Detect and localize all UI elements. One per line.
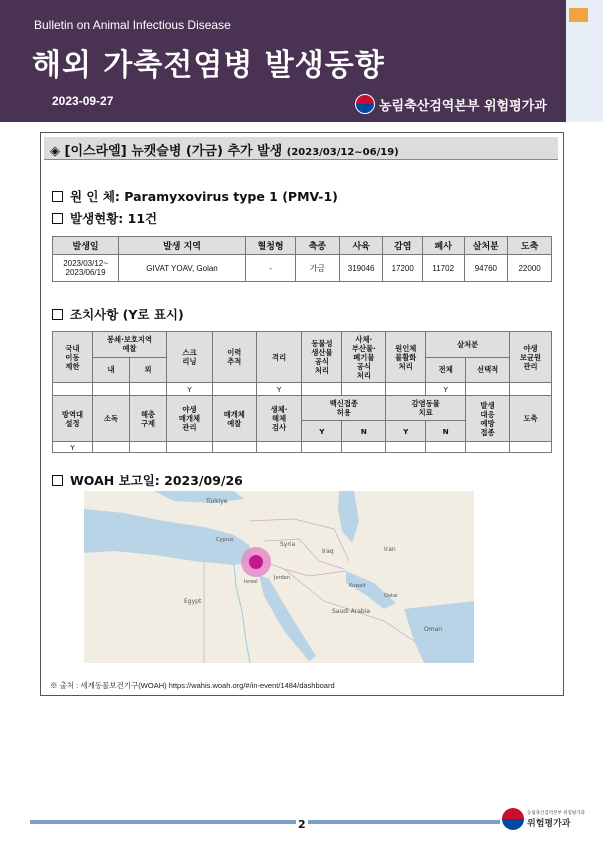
m-screening-val: Y — [167, 383, 213, 396]
cell-raised: 319046 — [339, 255, 383, 282]
m-vector-zone: 방역대 설정 — [53, 396, 93, 442]
label-israel: Israel — [244, 579, 258, 585]
checkbox-icon — [52, 213, 63, 224]
cell-slaughtered: 22000 — [508, 255, 552, 282]
diamond-icon: ◈ — [50, 144, 60, 159]
m-zone-out: 외 — [130, 357, 167, 383]
org-logo — [355, 94, 547, 114]
m-wild-mgmt: 야생 매개체 관리 — [167, 396, 213, 442]
source-note: ※ 출처 : 세계동물보건기구(WOAH) https://wahis.woah.org/#/in-event/1484/dashboard — [50, 681, 335, 690]
col-date: 발생일 — [53, 237, 119, 255]
m-quarantine-val: Y — [256, 383, 302, 396]
footer-org-main: 위험평가과 — [527, 818, 571, 829]
header-title: 해외 가축전염병 발생동향 — [32, 48, 385, 83]
cell-species: 가금 — [296, 255, 340, 282]
m-slaughter: 도축 — [510, 396, 552, 442]
woah-text: WOAH 보고일: 2023/09/26 — [70, 473, 243, 488]
outbreak-table-header — [53, 237, 552, 255]
label-syria: Syria — [280, 541, 296, 548]
m-domestic-move: 국내 이동 제한 — [53, 332, 93, 383]
taeguk-icon — [502, 808, 524, 830]
label-saudi: Saudi Arabia — [332, 608, 371, 615]
measures-value-row-2 — [53, 442, 552, 453]
m-cull-sel: 선택적 — [466, 357, 510, 383]
m-zone-in: 내 — [92, 357, 129, 383]
header-date: 2023-09-27 — [52, 94, 114, 108]
label-iraq: Iraq — [322, 548, 334, 555]
label-cyprus: Cyprus — [216, 537, 234, 543]
m-vac-y: Y — [302, 421, 342, 442]
cause-line — [52, 187, 338, 205]
m-trace: 이력 추적 — [212, 332, 256, 383]
m-vac-n: N — [342, 421, 386, 442]
label-turkiye: Türkiye — [206, 498, 228, 505]
header-banner — [0, 0, 566, 122]
corner-accent — [569, 8, 588, 22]
page-number: 2 — [298, 818, 306, 831]
checkbox-icon — [52, 475, 63, 486]
m-prevent: 발생 대응 예방 접종 — [466, 396, 510, 442]
m-carcass: 사체· 부산물· 폐기물 공식 처리 — [342, 332, 386, 383]
col-species: 축종 — [296, 237, 340, 255]
cell-serotype: - — [245, 255, 295, 282]
m-cull-all-val: Y — [426, 383, 466, 396]
col-slaughtered: 도축 — [508, 237, 552, 255]
m-disinfect: 소독 — [92, 396, 129, 442]
col-raised: 사육 — [339, 237, 383, 255]
label-qatar: Qatar — [384, 593, 399, 599]
m-bio-test: 생체· 해체 검사 — [256, 396, 302, 442]
m-vaccine: 백신접종 허용 — [302, 396, 386, 421]
col-infected: 감염 — [383, 237, 422, 255]
outbreak-table — [52, 236, 552, 282]
org-logo-text: 농림축산검역본부 위험평가과 — [379, 98, 547, 114]
cell-date-start: 2023/03/12~ — [63, 259, 108, 268]
m-wild: 야생 보균원 관리 — [510, 332, 552, 383]
m-pathogen: 원인체 불활화 처리 — [386, 332, 426, 383]
col-dead: 폐사 — [422, 237, 464, 255]
label-oman: Oman — [424, 626, 443, 633]
outbreak-center-marker — [249, 555, 263, 569]
footer-logo — [502, 808, 585, 830]
m-vector-zone-val: Y — [53, 442, 93, 453]
col-serotype: 혈청형 — [245, 237, 295, 255]
cell-dead: 11702 — [422, 255, 464, 282]
cell-date-end: 2023/06/19 — [65, 268, 106, 277]
checkbox-icon — [52, 191, 63, 202]
section-heading-period: (2023/03/12~06/19) — [286, 147, 399, 158]
measures-table — [52, 331, 552, 453]
col-culled: 살처분 — [464, 237, 508, 255]
checkbox-icon — [52, 309, 63, 320]
measures-line — [52, 305, 184, 323]
m-quarantine: 격리 — [256, 332, 302, 383]
outbreak-map — [84, 491, 474, 663]
m-cull: 살처분 — [426, 332, 510, 358]
m-zone: 봉쇄·보호지역 예찰 — [92, 332, 166, 358]
map-graphic — [84, 491, 474, 663]
label-kuwait: Kuwait — [349, 583, 366, 589]
footer-org-small: 농림축산검역본부 위험평가과 — [527, 810, 585, 816]
measures-text: 조치사항 (Y로 표시) — [70, 307, 184, 322]
cell-region: GIVAT YOAV, Golan — [119, 255, 246, 282]
cell-culled: 94760 — [464, 255, 508, 282]
m-screening: 스크 리닝 — [167, 332, 213, 383]
footer-bar — [30, 820, 500, 824]
cell-date — [53, 255, 119, 282]
status-text: 발생현황: 11건 — [70, 211, 158, 226]
m-treat-n: N — [426, 421, 466, 442]
col-region: 발생 지역 — [119, 237, 246, 255]
section-heading-bar — [44, 137, 558, 160]
measures-value-row-1 — [53, 383, 552, 396]
taeguk-icon — [355, 94, 375, 114]
header-subtitle: Bulletin on Animal Infectious Disease — [34, 18, 231, 32]
section-heading-text: [이스라엘] 뉴캣슬병 (가금) 추가 발생 — [64, 144, 283, 159]
outbreak-row — [53, 255, 552, 282]
m-cull-all: 전체 — [426, 357, 466, 383]
status-line — [52, 209, 157, 227]
label-iran: Iran — [384, 546, 396, 553]
m-pest: 해충 구제 — [130, 396, 167, 442]
m-treat: 감염동물 치료 — [386, 396, 466, 421]
m-treat-y: Y — [386, 421, 426, 442]
label-jordan: Jordan — [274, 575, 290, 581]
cell-infected: 17200 — [383, 255, 422, 282]
section-heading — [50, 140, 399, 159]
m-product: 동물성 생산물 공식 처리 — [302, 332, 342, 383]
cause-text: 원 인 체: Paramyxovirus type 1 (PMV-1) — [70, 189, 338, 204]
m-vector-watch: 매개체 예찰 — [212, 396, 256, 442]
label-egypt: Egypt — [184, 598, 202, 605]
woah-line — [52, 471, 243, 489]
